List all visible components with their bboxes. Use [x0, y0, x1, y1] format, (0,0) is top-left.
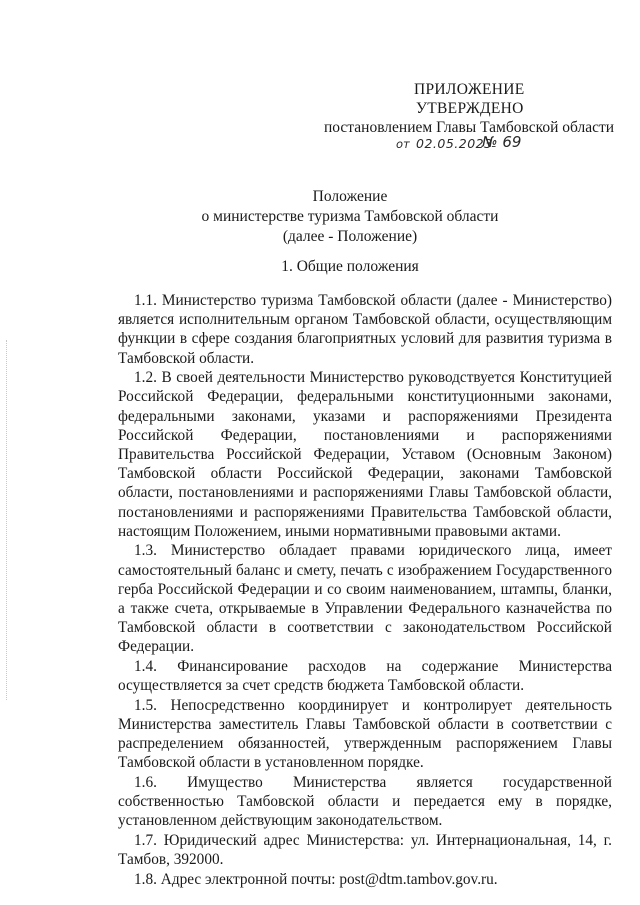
approval-appendix-label: ПРИЛОЖЕНИЕ — [414, 81, 525, 98]
paragraph-1-1: 1.1. Министерство туризма Тамбовской области (далее - Министерство) является исполнительным органом Тамбовской области, осуществляющим функции в сфере создания благоприятных условий для развития туризма в Тамбовской области. — [118, 292, 612, 367]
handwritten-date-number — [0, 133, 640, 157]
title-line-2: о министерстве туризма Тамбовской области — [201, 208, 499, 225]
paragraph-1-6: 1.6. Имущество Министерства является государственной собственностью Тамбовской области и передается ему в порядке, установленном действующим законодательством. — [118, 774, 612, 830]
approval-decree-line: постановлением Главы Тамбовской области — [324, 119, 615, 136]
section-heading: 1. Общие положения — [281, 258, 419, 275]
paragraph-1-2: 1.2. В своей деятельности Министерство руководствуется Конституцией Российской Федерации, федеральными конституционными законами, федеральными законами, указами и распоряжениями Президента Российской Федерации, постановлениями и распоряжениями Правительства Российской Федерации, Уставом (Основным Законом) Тамбовской области Российской Федерации, законами Тамбовской области, постановлениями и распоряжениями Главы Тамбовской области, постановлениями и распоряжениями Правительства Тамбовской области, настоящим Положением, иными нормативными правовыми актами. — [118, 369, 612, 540]
paragraph-1-3: 1.3. Министерство обладает правами юридического лица, имеет самостоятельный баланс и смету, печать с изображением Государственного герба Российской Федерации и со своим наименованием, штампы, бланки, а также счета, открываемые в Управлении Федерального казначейства по Тамбовской области в соответствии с законодательством Российской Федерации. — [118, 542, 612, 656]
approval-approved-label: УТВЕРЖДЕНО — [416, 100, 524, 117]
handwritten-number: № 69 — [482, 133, 522, 151]
handwritten-prefix: от — [396, 137, 410, 151]
paragraph-1-4: 1.4. Финансирование расходов на содержание Министерства осуществляется за счет средств бюджета Тамбовской области. — [118, 658, 612, 695]
paragraph-1-7: 1.7. Юридический адрес Министерства: ул. Интернациональная, 14, г. Тамбов, 392000. — [118, 832, 612, 869]
handwritten-date: 02.05.2023 — [416, 136, 493, 151]
title-line-1: Положение — [312, 188, 388, 205]
document-body — [118, 291, 612, 889]
paragraph-1-8: 1.8. Адрес электронной почты: post@dtm.tambov.gov.ru. — [134, 870, 498, 888]
scan-margin-mark — [6, 340, 8, 700]
paragraph-1-5: 1.5. Непосредственно координирует и контролирует деятельность Министерства заместитель Главы Тамбовской области в соответствии с распределением обязанностей, утвержденным распоряжением Главы Тамбовской области в установленном порядке. — [118, 696, 612, 772]
title-line-3: (далее - Положение) — [282, 228, 418, 245]
document-title — [0, 187, 640, 247]
